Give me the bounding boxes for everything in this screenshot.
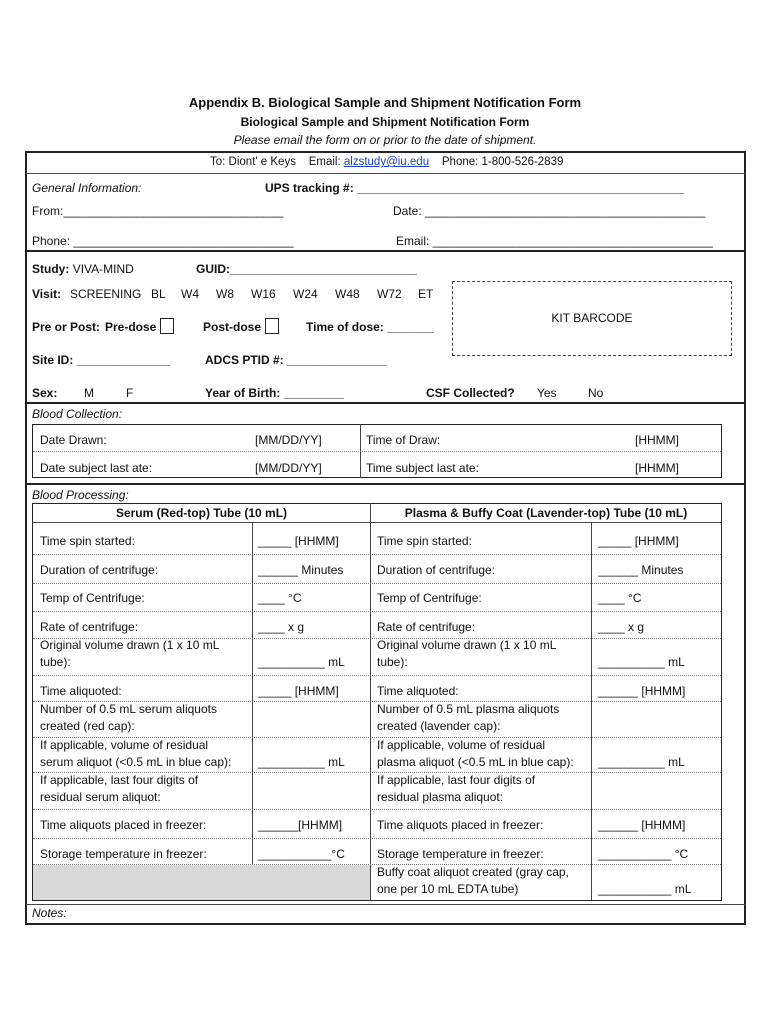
plasma-storage-temp-label: Storage temperature in freezer:: [377, 847, 544, 861]
serum-residual-label: If applicable, volume of residual: [40, 738, 209, 752]
serum-residual-field[interactable]: __________ mL: [258, 755, 345, 769]
study-value: VIVA-MIND: [72, 262, 134, 276]
csf-option-no[interactable]: No: [588, 386, 604, 400]
sex-option-f[interactable]: F: [126, 386, 134, 400]
serum-freezer-time-label: Time aliquots placed in freezer:: [40, 818, 207, 832]
date-last-ate-label: Date subject last ate:: [40, 461, 153, 475]
plasma-rate-label: Rate of centrifuge:: [377, 620, 476, 634]
serum-rate-label: Rate of centrifuge:: [40, 620, 139, 634]
plasma-freezer-time-field[interactable]: ______ [HHMM]: [598, 818, 686, 832]
plasma-freezer-time-label: Time aliquots placed in freezer:: [377, 818, 544, 832]
serum-storage-temp-label: Storage temperature in freezer:: [40, 847, 207, 861]
plasma-last-digits-label: If applicable, last four digits of: [377, 773, 536, 787]
plasma-volume-label-2: tube):: [377, 655, 408, 669]
plasma-spin-start-label: Time spin started:: [377, 534, 472, 548]
plasma-rate-field[interactable]: ____ x g: [598, 620, 645, 634]
email-field[interactable]: Email: __________________________________________: [396, 234, 713, 248]
sex-label: Sex:: [32, 386, 58, 400]
serum-aliquoted-label: Time aliquoted:: [40, 684, 122, 698]
guid-field[interactable]: GUID:____________________________: [196, 262, 417, 276]
time-of-draw-label: Time of Draw:: [366, 433, 441, 447]
visit-option-w4[interactable]: W4: [181, 287, 199, 301]
contact-name: Diont' e Keys: [228, 156, 296, 168]
visit-option-screening[interactable]: SCREENING: [70, 287, 142, 301]
serum-volume-label-2: tube):: [40, 655, 71, 669]
serum-aliquot-count-label: Number of 0.5 mL serum aliquots: [40, 702, 217, 716]
phone-field[interactable]: Phone: _________________________________: [32, 234, 294, 248]
serum-last-digits-label: If applicable, last four digits of: [40, 773, 199, 787]
visit-option-w16[interactable]: W16: [251, 287, 276, 301]
visit-option-et[interactable]: ET: [418, 287, 434, 301]
sex-option-m[interactable]: M: [84, 386, 94, 400]
serum-header: Serum (Red-top) Tube (10 mL): [115, 506, 288, 520]
empty-gray-cell: [33, 865, 370, 900]
plasma-spin-start-field[interactable]: _____ [HHMM]: [598, 534, 679, 548]
buffy-coat-label: Buffy coat aliquot created (gray cap,: [377, 865, 569, 879]
serum-rate-field[interactable]: ____ x g: [258, 620, 305, 634]
notes-label: Notes:: [32, 906, 67, 920]
pre-dose-label: Pre-dose: [105, 320, 157, 334]
ups-tracking-field[interactable]: UPS tracking #: _________________________________________________: [265, 181, 685, 195]
plasma-header: Plasma & Buffy Coat (Lavender-top) Tube (10 mL): [404, 506, 688, 520]
site-id-field[interactable]: Site ID: ______________: [32, 353, 171, 367]
date-field[interactable]: Date: __________________________________________: [393, 204, 706, 218]
serum-volume-field[interactable]: __________ mL: [258, 655, 345, 669]
buffy-coat-field[interactable]: ___________ mL: [598, 882, 692, 896]
pre-dose-checkbox[interactable]: [160, 318, 174, 334]
visit-option-w72[interactable]: W72: [377, 287, 402, 301]
post-dose-label: Post-dose: [203, 320, 262, 334]
contact-email-link[interactable]: alzstudy@iu.edu: [343, 156, 430, 168]
blood-collection-label: Blood Collection:: [32, 407, 123, 421]
serum-volume-label: Original volume drawn (1 x 10 mL: [40, 638, 220, 652]
date-drawn-label: Date Drawn:: [40, 433, 107, 447]
serum-aliquot-count-label-2: created (red cap):: [40, 719, 135, 733]
serum-spin-start-field[interactable]: _____ [HHMM]: [258, 534, 339, 548]
serum-last-digits-label-2: residual serum aliquot:: [40, 790, 161, 804]
plasma-last-digits-label-2: residual plasma aliquot:: [377, 790, 504, 804]
csf-collected-label: CSF Collected?: [426, 386, 515, 400]
serum-storage-temp-field[interactable]: ___________°C: [258, 847, 345, 861]
csf-option-yes[interactable]: Yes: [537, 386, 557, 400]
pre-post-label: Pre or Post:: [32, 320, 101, 334]
serum-spin-start-label: Time spin started:: [40, 534, 135, 548]
serum-freezer-time-field[interactable]: ______[HHMM]: [258, 818, 343, 832]
form-instruction: Please email the form on or prior to the date of shipment.: [233, 133, 537, 147]
form-subtitle: Biological Sample and Shipment Notification Form: [240, 115, 530, 129]
kit-barcode-label: KIT BARCODE: [551, 311, 633, 325]
plasma-residual-label: If applicable, volume of residual: [377, 738, 546, 752]
adcs-ptid-field[interactable]: ADCS PTID #: _______________: [205, 353, 388, 367]
visit-option-w24[interactable]: W24: [293, 287, 318, 301]
visit-option-w48[interactable]: W48: [335, 287, 360, 301]
contact-line: To: Diont' e Keys Email: alzstudy@iu.edu Phone: 1-800-526-2839: [210, 156, 564, 168]
time-of-dose-field[interactable]: Time of dose: _______: [306, 320, 434, 334]
form-title: Appendix B. Biological Sample and Shipment Notification Form: [188, 95, 582, 110]
year-of-birth-field[interactable]: Year of Birth: _________: [205, 386, 344, 400]
time-of-draw-field[interactable]: [HHMM]: [635, 433, 679, 447]
plasma-temp-field[interactable]: ____ °C: [598, 591, 642, 605]
serum-residual-label-2: serum aliquot (<0.5 mL in blue cap):: [40, 755, 232, 769]
time-last-ate-field[interactable]: [HHMM]: [635, 461, 679, 475]
plasma-duration-label: Duration of centrifuge:: [377, 563, 496, 577]
plasma-volume-field[interactable]: __________ mL: [598, 655, 685, 669]
serum-duration-label: Duration of centrifuge:: [40, 563, 159, 577]
plasma-residual-label-2: plasma aliquot (<0.5 mL in blue cap):: [377, 755, 574, 769]
visit-option-bl[interactable]: BL: [151, 287, 166, 301]
date-last-ate-field[interactable]: [MM/DD/YY]: [255, 461, 322, 475]
plasma-aliquot-count-label-2: created (lavender cap):: [377, 719, 501, 733]
visit-label: Visit:: [32, 287, 62, 301]
plasma-volume-label: Original volume drawn (1 x 10 mL: [377, 638, 557, 652]
study-line: Study: VIVA-MIND: [32, 262, 134, 276]
plasma-temp-label: Temp of Centrifuge:: [377, 591, 482, 605]
plasma-storage-temp-field[interactable]: ___________ °C: [598, 847, 689, 861]
time-last-ate-label: Time subject last ate:: [366, 461, 479, 475]
serum-aliquoted-field[interactable]: _____ [HHMM]: [258, 684, 339, 698]
plasma-aliquot-count-label: Number of 0.5 mL plasma aliquots: [377, 702, 560, 716]
date-drawn-field[interactable]: [MM/DD/YY]: [255, 433, 322, 447]
serum-temp-label: Temp of Centrifuge:: [40, 591, 145, 605]
serum-temp-field[interactable]: ____ °C: [258, 591, 302, 605]
general-info-label: General Information:: [32, 181, 142, 195]
post-dose-checkbox[interactable]: [265, 318, 279, 334]
plasma-aliquoted-label: Time aliquoted:: [377, 684, 459, 698]
plasma-duration-field[interactable]: ______ Minutes: [598, 563, 684, 577]
visit-option-w8[interactable]: W8: [216, 287, 234, 301]
blood-processing-label: Blood Processing:: [32, 488, 129, 502]
plasma-residual-field[interactable]: __________ mL: [598, 755, 685, 769]
from-field[interactable]: From:_________________________________: [32, 204, 284, 218]
serum-duration-field[interactable]: ______ Minutes: [258, 563, 344, 577]
plasma-aliquoted-field[interactable]: ______ [HHMM]: [598, 684, 686, 698]
contact-phone: 1-800-526-2839: [481, 156, 564, 168]
buffy-coat-label-2: one per 10 mL EDTA tube): [377, 882, 519, 896]
